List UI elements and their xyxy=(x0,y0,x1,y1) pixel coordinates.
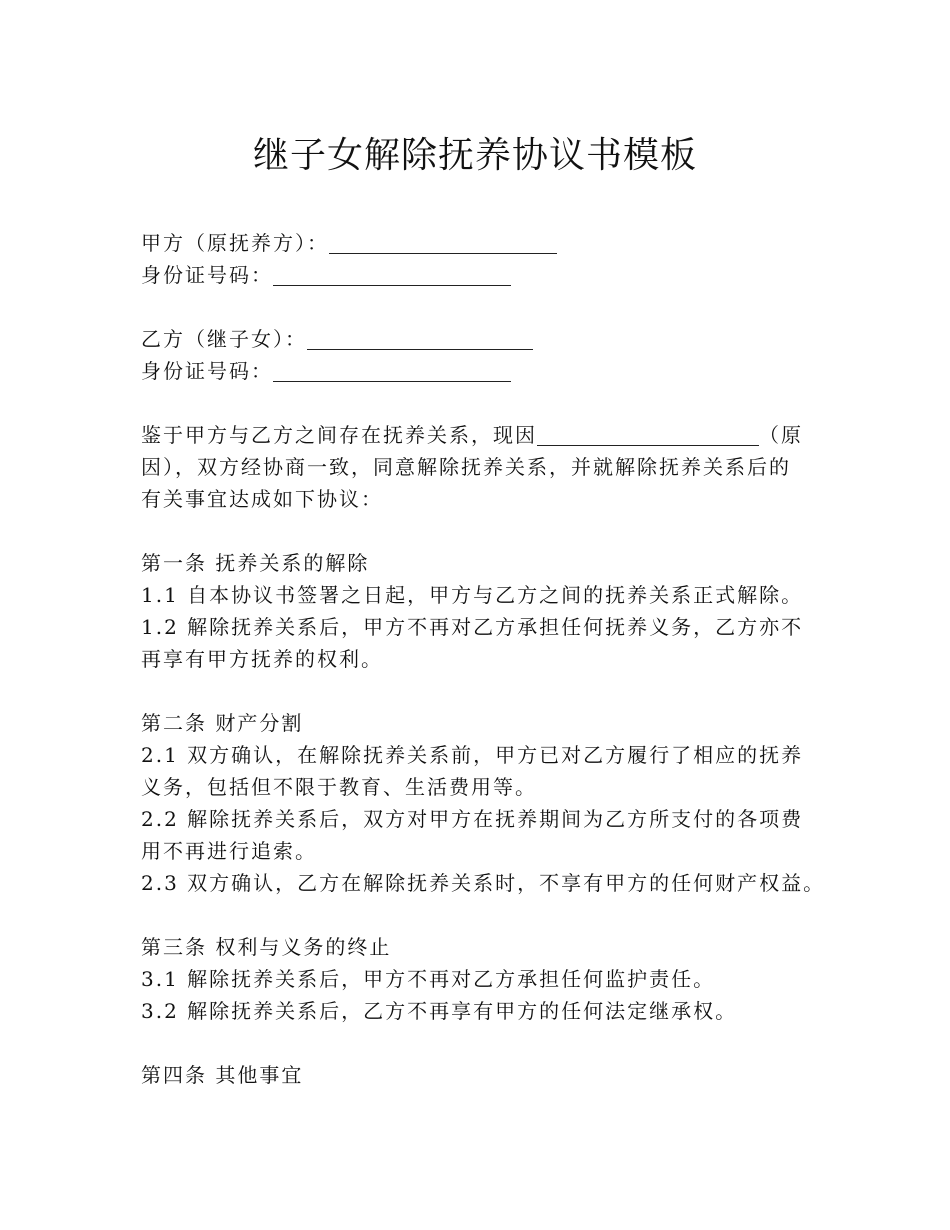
article-1-clause: 再享有甲方抚养的权利。 xyxy=(141,647,383,671)
article-1-clause: 1.2 解除抚养关系后，甲方不再对乙方承担任何抚养义务，乙方亦不 xyxy=(141,615,804,639)
party-a-line xyxy=(141,227,841,259)
party-b-name-blank[interactable] xyxy=(307,329,533,350)
party-b-label: 乙方（继子女）： xyxy=(141,327,307,351)
preamble-line: 因），双方经协商一致，同意解除抚养关系，并就解除抚养关系后的 xyxy=(141,455,791,479)
document-body xyxy=(141,227,841,1091)
document-title: 继子女解除抚养协议书模板 xyxy=(252,135,697,176)
article-3-clause: 3.2 解除抚养关系后，乙方不再享有甲方的任何法定继承权。 xyxy=(141,999,738,1023)
reason-blank[interactable] xyxy=(537,425,759,446)
spacer xyxy=(141,291,841,323)
article-2-clause: 用不再进行追索。 xyxy=(141,839,317,863)
spacer xyxy=(141,1027,841,1059)
article-2-clause: 2.3 双方确认，乙方在解除抚养关系时，不享有甲方的任何财产权益。 xyxy=(141,871,826,895)
party-a-id-label: 身份证号码： xyxy=(141,263,273,287)
article-2-clause: 义务，包括但不限于教育、生活费用等。 xyxy=(141,775,537,799)
article-1-clause: 1.1 自本协议书签署之日起，甲方与乙方之间的抚养关系正式解除。 xyxy=(141,583,804,607)
party-b-id-label: 身份证号码： xyxy=(141,359,273,383)
preamble-line xyxy=(141,419,841,451)
article-4-heading: 第四条 其他事宜 xyxy=(141,1063,304,1087)
spacer xyxy=(141,387,841,419)
party-a-id-line xyxy=(141,259,841,291)
preamble-line: 有关事宜达成如下协议： xyxy=(141,487,383,511)
article-3-clause: 3.1 解除抚养关系后，甲方不再对乙方承担任何监护责任。 xyxy=(141,967,716,991)
party-a-id-blank[interactable] xyxy=(273,265,511,286)
party-a-name-blank[interactable] xyxy=(329,233,557,254)
party-b-line xyxy=(141,323,841,355)
party-b-id-line xyxy=(141,355,841,387)
spacer xyxy=(141,675,841,707)
party-a-label: 甲方（原抚养方）： xyxy=(141,231,329,255)
preamble-text: 鉴于甲方与乙方之间存在抚养关系，现因 xyxy=(141,423,537,447)
spacer xyxy=(141,899,841,931)
party-b-id-blank[interactable] xyxy=(273,361,511,382)
article-2-clause: 2.2 解除抚养关系后，双方对甲方在抚养期间为乙方所支付的各项费 xyxy=(141,807,804,831)
preamble-text: （原 xyxy=(759,423,803,447)
article-2-clause: 2.1 双方确认，在解除抚养关系前，甲方已对乙方履行了相应的抚养 xyxy=(141,743,804,767)
article-3-heading: 第三条 权利与义务的终止 xyxy=(141,935,392,959)
article-2-heading: 第二条 财产分割 xyxy=(141,711,304,735)
article-1-heading: 第一条 抚养关系的解除 xyxy=(141,551,370,575)
spacer xyxy=(141,515,841,547)
